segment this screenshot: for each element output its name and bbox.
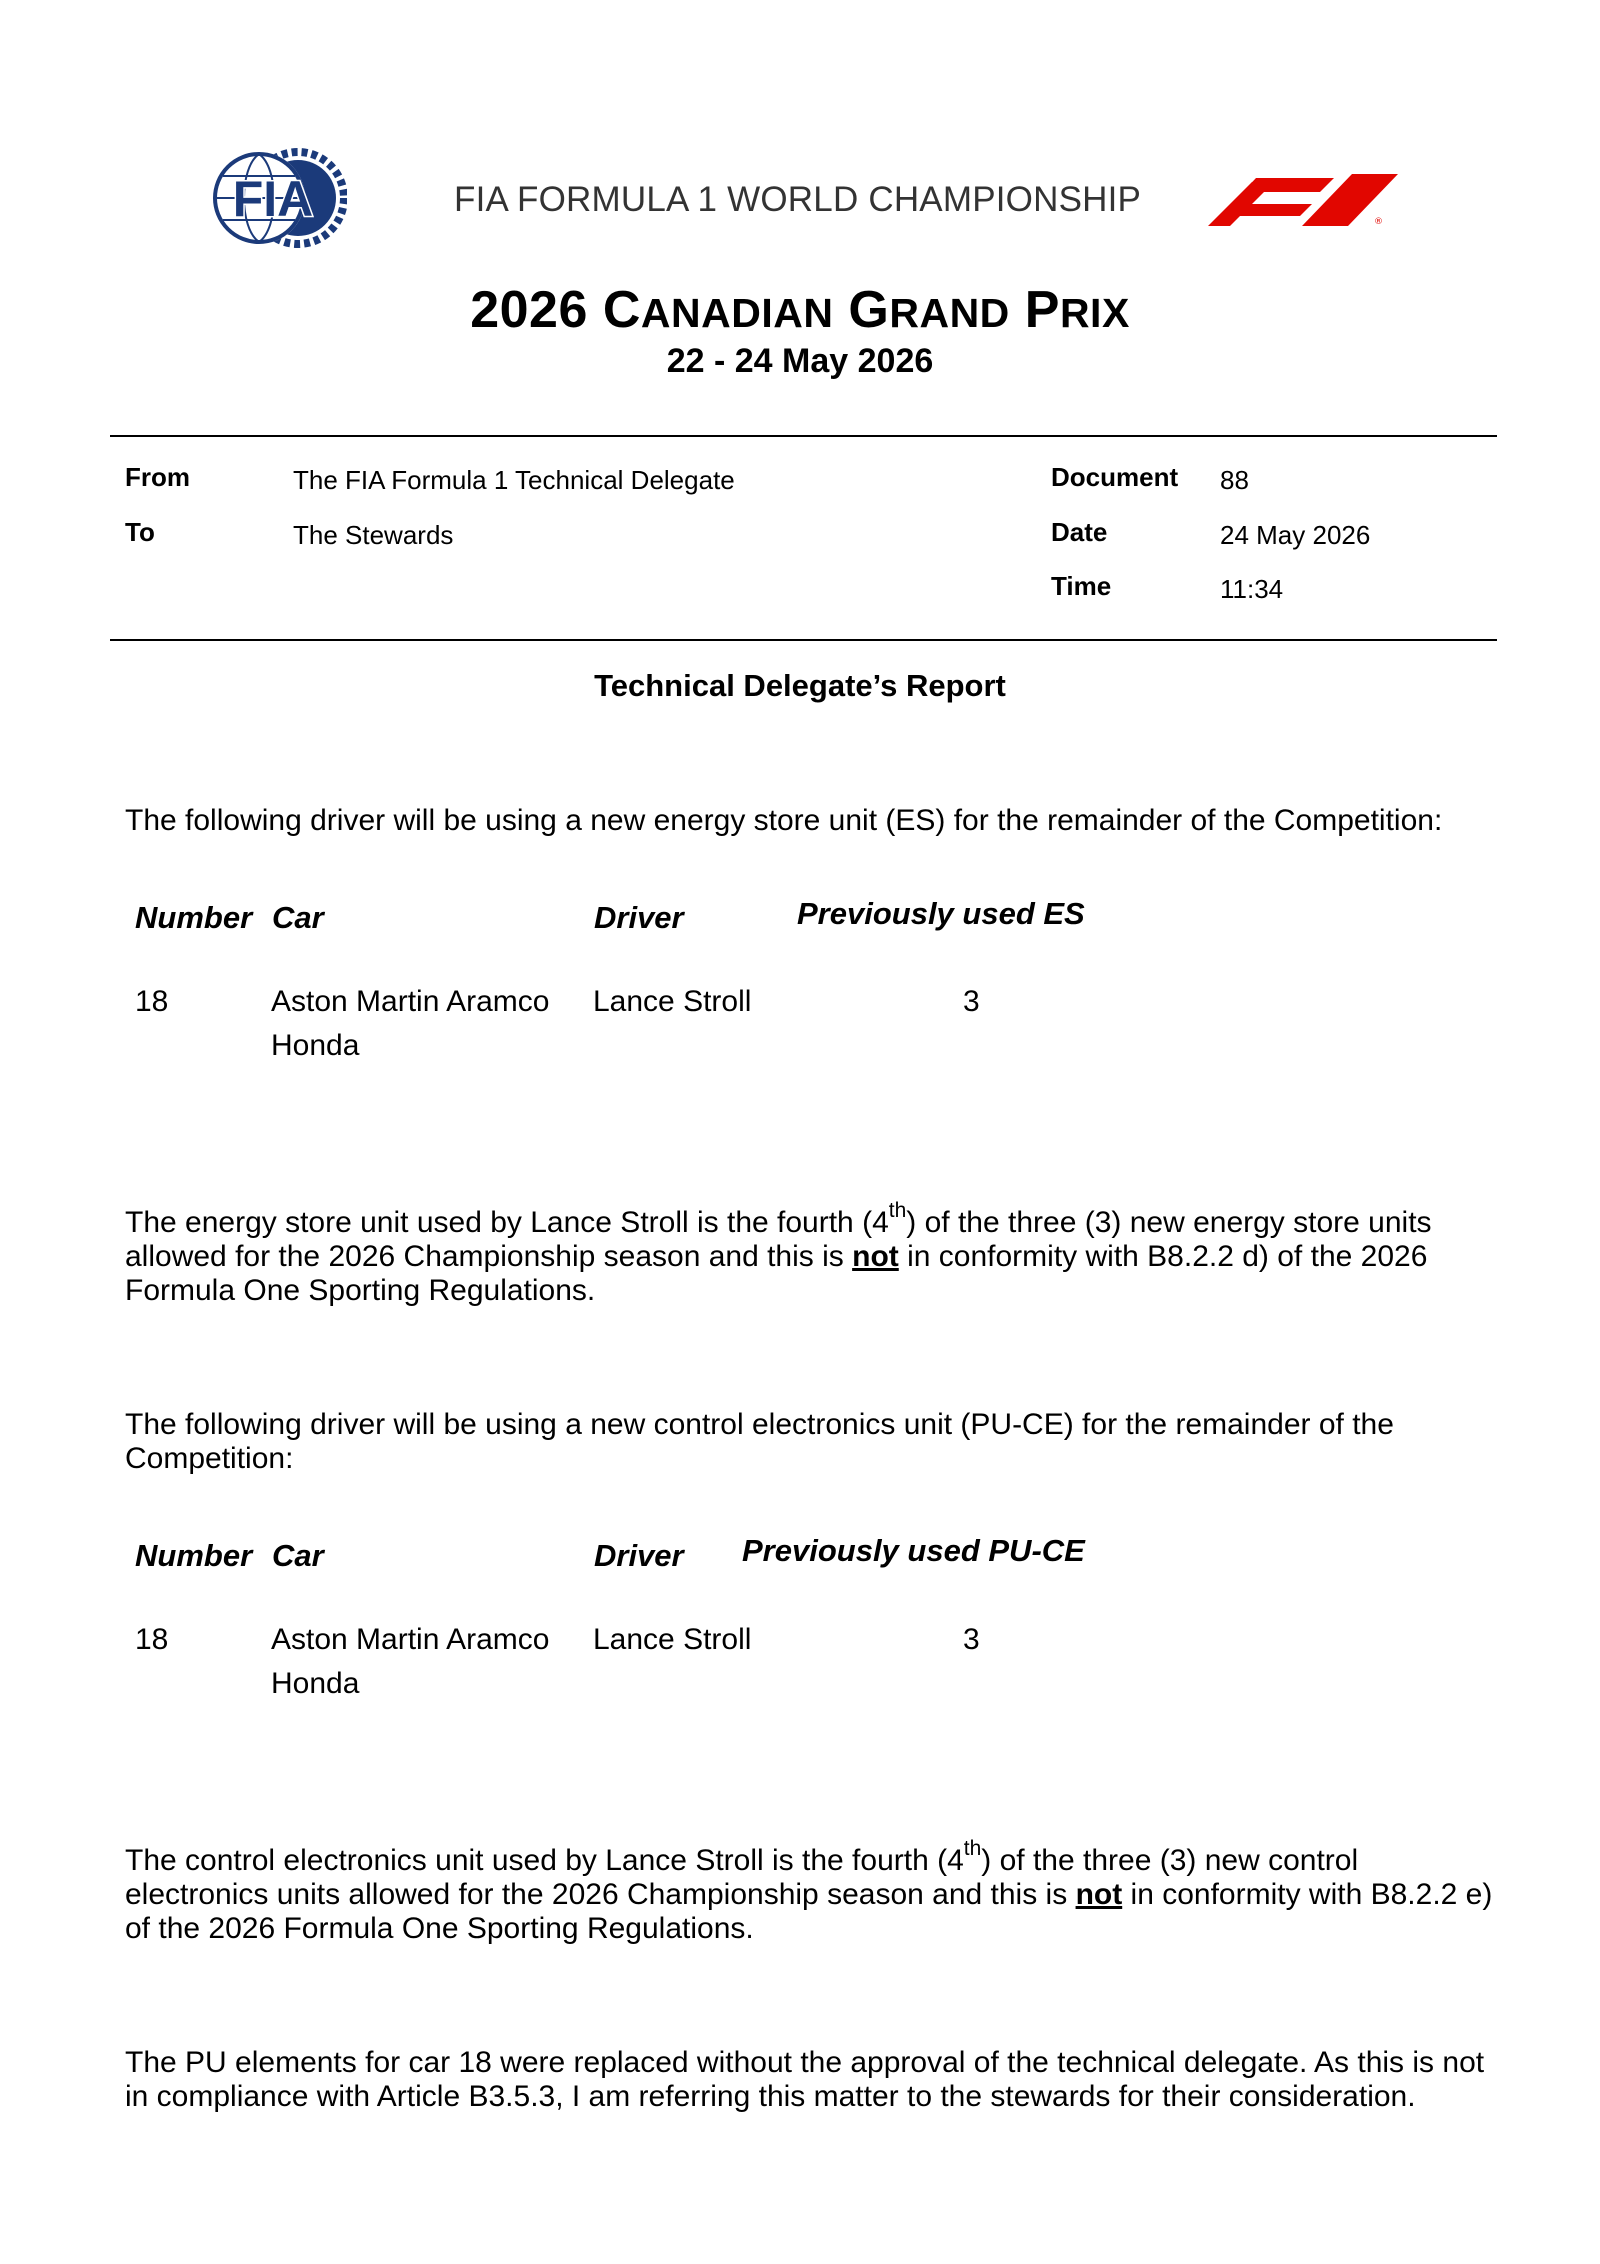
to-label: To [125,517,155,547]
document-label: Document [1051,462,1179,492]
event-word2-cap: G [848,281,890,339]
table2-driver: Lance Stroll [593,1623,752,1656]
header-divider [110,435,1497,437]
event-word2-rest: RAND [889,290,1010,336]
report-title: Technical Delegate’s Report [594,668,1006,703]
time-label: Time [1051,571,1112,601]
section2-note [125,1837,1495,1946]
table1-car-line1: Aston Martin Aramco [271,985,550,1018]
table1-number: 18 [135,985,169,1018]
section1-note-not: not [852,1240,899,1273]
table2-car-line1: Aston Martin Aramco [271,1623,550,1656]
date-label: Date [1051,517,1108,547]
section1-note-part2: ) of the three (3) new energy store units allowed for the 2026 Championship season and this is [125,1206,1432,1273]
document-number: 88 [1220,465,1249,495]
table1-header-car: Car [272,900,324,935]
section2-intro: The following driver will be using a new control electronics unit (PU-CE) for the remainder of the Competition: [125,1408,1394,1475]
from-value: The FIA Formula 1 Technical Delegate [293,465,735,495]
table2-header-prev-pu-ce: Previously used PU-CE [742,1533,1085,1568]
time-value: 11:34 [1220,574,1284,604]
event-year: 2026 [470,281,588,339]
table2-number: 18 [135,1623,169,1656]
date-value: 24 May 2026 [1220,520,1371,550]
svg-text:®: ® [1374,217,1383,226]
section2-note-part3: in conformity with B8.2.2 e) of the 2026 Formula One Sporting Regulations. [125,1878,1493,1945]
f1-logo [1202,168,1402,226]
table2-header-car: Car [272,1538,324,1573]
event-dates: 22 - 24 May 2026 [666,342,934,380]
section2-note-part2: ) of the three (3) new control electronics units allowed for the 2026 Championship season and this is [125,1844,1359,1911]
section1-note-part3: in conformity with B8.2.2 d) of the 2026 Formula One Sporting Regulations. [125,1240,1428,1307]
table2-header-driver: Driver [594,1538,684,1573]
section1-note [125,1199,1495,1308]
table2-car-line2: Honda [271,1667,360,1700]
championship-title: FIA FORMULA 1 WORLD CHAMPIONSHIP [454,180,1142,219]
table2-header-number: Number [135,1538,253,1573]
table1-driver: Lance Stroll [593,985,752,1018]
event-word3-cap: P [1024,281,1060,339]
to-value: The Stewards [293,520,454,550]
event-word3-rest: RIX [1059,290,1130,336]
fia-logo [203,148,347,248]
closing-paragraph: The PU elements for car 18 were replaced without the approval of the technical delegate. As this is not in compliance with Article B3.5.3, I am referring this matter to the stewards for their consideration. [125,2046,1485,2113]
event-word1-cap: C [602,281,641,339]
fia-logo-text: FIA [232,171,314,227]
table1-header-number: Number [135,900,253,935]
table2-prev-count: 3 [963,1623,980,1656]
meta-divider [110,639,1497,641]
section2-note-not: not [1075,1878,1123,1911]
section2-note-ordinal: th [963,1837,982,1860]
event-word1-rest: ANADIAN [640,290,834,336]
table1-prev-count: 3 [963,985,980,1018]
table1-header-prev-es: Previously used ES [797,896,1085,931]
from-label: From [125,462,190,492]
section1-note-ordinal: th [888,1199,907,1222]
table1-car-line2: Honda [271,1029,360,1062]
section2-note-part1: The control electronics unit used by Lance Stroll is the fourth (4 [125,1844,964,1877]
event-title [0,280,1600,340]
table1-header-driver: Driver [594,900,684,935]
section1-note-part1: The energy store unit used by Lance Stroll is the fourth (4 [125,1206,889,1239]
section1-intro: The following driver will be using a new energy store unit (ES) for the remainder of the Competition: [125,804,1443,837]
